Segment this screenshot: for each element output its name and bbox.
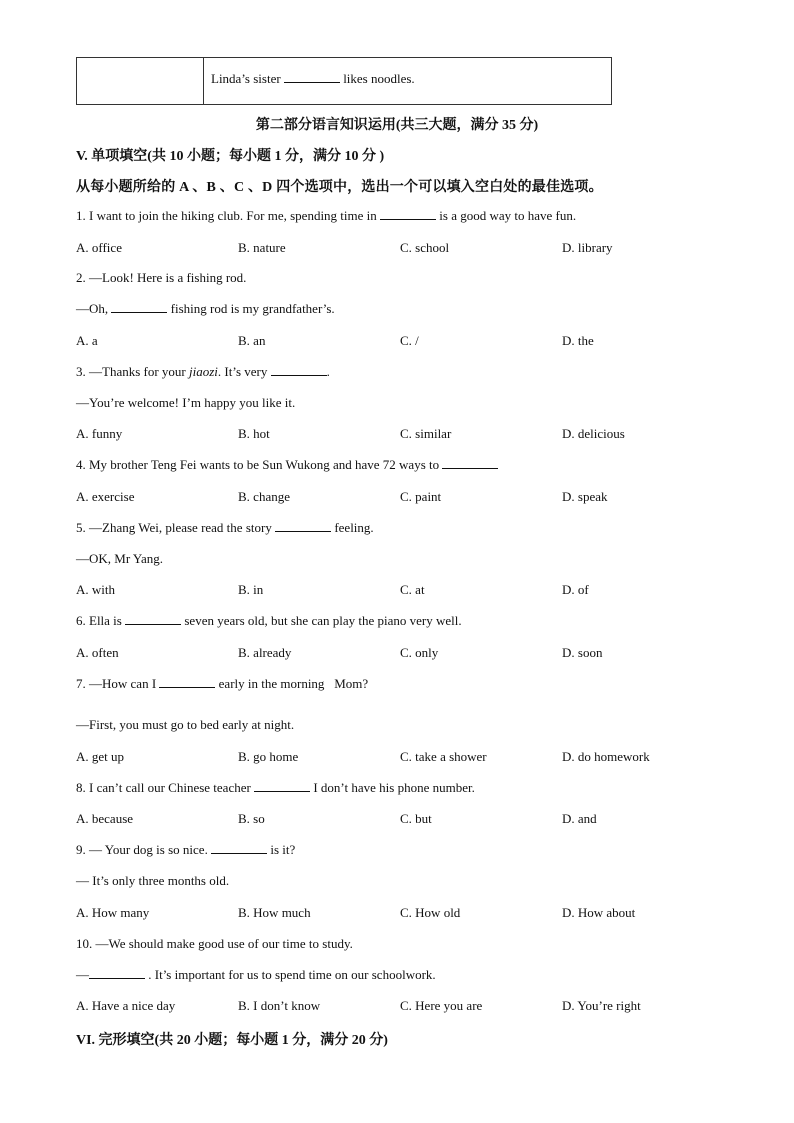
q10-option-d[interactable]: D. You’re right	[562, 998, 641, 1013]
blank-line	[89, 968, 145, 979]
q7-stem-line1	[76, 676, 368, 692]
q4-text-a: 4. My brother Teng Fei wants to be Sun Wukong and have 72 ways to	[76, 457, 443, 472]
q3-text-a: 3. —Thanks for your	[76, 364, 190, 379]
q5-option-a[interactable]: A. with	[76, 582, 115, 597]
q9-text-b: is it?	[270, 842, 296, 857]
q6-option-d[interactable]: D. soon	[562, 645, 603, 660]
q1-text-b: is a good way to have fun.	[439, 208, 577, 223]
q9-options	[76, 905, 696, 923]
table-text-before: Linda’s sister	[211, 71, 281, 86]
q6-text-a: 6. Ella is	[76, 613, 126, 628]
q7-options	[76, 749, 696, 767]
section-5-title: V. 单项填空(共 10 小题；每小题 1 分，满分 10 分 )	[76, 149, 385, 164]
table-text-after: likes noodles.	[343, 71, 415, 86]
q1-option-b[interactable]: B. nature	[238, 240, 286, 255]
q8-option-a[interactable]: A. because	[76, 811, 134, 826]
q8-option-b[interactable]: B. so	[238, 811, 265, 826]
q8-options	[76, 811, 696, 829]
q8-text-a: 8. I can’t call our Chinese teacher	[76, 780, 255, 795]
q5-option-c[interactable]: C. at	[400, 582, 425, 597]
q2-text-a: 2. —Look! Here is a fishing rod.	[76, 270, 247, 285]
q10-option-c[interactable]: C. Here you are	[400, 998, 483, 1013]
q3-text-d: —You’re welcome! I’m happy you like it.	[76, 395, 296, 410]
q7-text-b: early in the morning	[218, 676, 325, 691]
blank-line	[275, 521, 331, 532]
q9-text-a: 9. — Your dog is so nice.	[76, 842, 212, 857]
q3-options	[76, 426, 696, 444]
q10-option-a[interactable]: A. Have a nice day	[76, 998, 176, 1013]
q8-option-c[interactable]: C. but	[400, 811, 432, 826]
q10-option-b[interactable]: B. I don’t know	[238, 998, 321, 1013]
q3-option-b[interactable]: B. hot	[238, 426, 270, 441]
q2-options	[76, 333, 696, 351]
q9-option-d[interactable]: D. How about	[562, 905, 636, 920]
q9-stem-line2	[76, 873, 229, 889]
q5-stem-line2	[76, 551, 163, 567]
q10-stem-line2	[76, 967, 436, 983]
q3-option-a[interactable]: A. funny	[76, 426, 123, 441]
q2-option-d[interactable]: D. the	[562, 333, 594, 348]
q3-option-c[interactable]: C. similar	[400, 426, 452, 441]
blank-line	[111, 302, 167, 313]
q5-text-c: —OK, Mr Yang.	[76, 551, 164, 566]
blank-line	[380, 209, 436, 220]
q2-stem-line1	[76, 270, 246, 286]
q6-stem	[76, 613, 462, 629]
blank-line	[159, 677, 215, 688]
q1-options	[76, 240, 696, 258]
blank-line	[271, 365, 327, 376]
q7-text-c: Mom?	[334, 676, 369, 691]
section-5-instruction: 从每小题所给的 A 、B 、C 、D 四个选项中，选出一个可以填入空白处的最佳选项。	[76, 180, 603, 195]
q5-text-b: feeling.	[334, 520, 374, 535]
q3-text-c: .	[326, 364, 330, 379]
q9-stem-line1	[76, 842, 295, 858]
q5-options	[76, 582, 696, 600]
q7-option-c[interactable]: C. take a shower	[400, 749, 487, 764]
table-empty-cell	[77, 58, 204, 104]
q1-option-d[interactable]: D. library	[562, 240, 613, 255]
table-text-cell	[204, 58, 611, 104]
blank-line	[211, 843, 267, 854]
q4-option-d[interactable]: D. speak	[562, 489, 608, 504]
q4-options	[76, 489, 696, 507]
q5-option-b[interactable]: B. in	[238, 582, 264, 597]
q4-option-c[interactable]: C. paint	[400, 489, 442, 504]
answer-table-row	[76, 57, 612, 105]
q2-text-c: fishing rod is my grandfather’s.	[170, 301, 335, 316]
blank-line	[284, 72, 340, 83]
q10-text-b: —	[76, 967, 89, 982]
q1-text-a: 1. I want to join the hiking club. For me, spending time in	[76, 208, 381, 223]
q4-stem	[76, 457, 498, 473]
q8-text-b: I don’t have his phone number.	[313, 780, 475, 795]
q8-option-d[interactable]: D. and	[562, 811, 597, 826]
q3-text-b: . It’s very	[217, 364, 271, 379]
q1-stem	[76, 208, 576, 224]
q9-option-a[interactable]: A. How many	[76, 905, 150, 920]
q2-stem-line2	[76, 301, 335, 317]
section-6-title: VI. 完形填空(共 20 小题；每小题 1 分，满分 20 分)	[76, 1033, 388, 1048]
q2-text-b: —Oh,	[76, 301, 112, 316]
q3-option-d[interactable]: D. delicious	[562, 426, 625, 441]
q1-option-a[interactable]: A. office	[76, 240, 122, 255]
q6-option-a[interactable]: A. often	[76, 645, 119, 660]
q9-option-c[interactable]: C. How old	[400, 905, 461, 920]
q6-option-c[interactable]: C. only	[400, 645, 439, 660]
q4-option-b[interactable]: B. change	[238, 489, 290, 504]
q6-option-b[interactable]: B. already	[238, 645, 292, 660]
part-title: 第二部分语言知识运用(共三大题，满分 35 分)	[255, 118, 539, 133]
q6-text-b: seven years old, but she can play the piano very well.	[184, 613, 462, 628]
q6-options	[76, 645, 696, 663]
q5-stem-line1	[76, 520, 374, 536]
q8-stem	[76, 780, 475, 796]
blank-line	[254, 781, 310, 792]
q7-stem-line2	[76, 717, 294, 733]
q1-option-c[interactable]: C. school	[400, 240, 450, 255]
q10-stem-line1	[76, 936, 353, 952]
q10-options	[76, 998, 696, 1016]
q9-text-c: — It’s only three months old.	[76, 873, 230, 888]
q7-option-d[interactable]: D. do homework	[562, 749, 650, 764]
blank-line	[125, 614, 181, 625]
q9-option-b[interactable]: B. How much	[238, 905, 311, 920]
q10-text-c: . It’s important for us to spend time on our schoolwork.	[148, 967, 436, 982]
q5-text-a: 5. —Zhang Wei, please read the story	[76, 520, 276, 535]
q4-option-a[interactable]: A. exercise	[76, 489, 135, 504]
q3-stem-line1	[76, 364, 330, 380]
q7-option-b[interactable]: B. go home	[238, 749, 299, 764]
q10-text-a: 10. —We should make good use of our time to study.	[76, 936, 353, 951]
q7-option-a[interactable]: A. get up	[76, 749, 125, 764]
blank-line	[442, 458, 498, 469]
q3-text-italic: jiaozi	[189, 364, 218, 379]
q2-option-b[interactable]: B. an	[238, 333, 266, 348]
q7-text-a: 7. —How can I	[76, 676, 160, 691]
q5-option-d[interactable]: D. of	[562, 582, 589, 597]
q2-option-c[interactable]: C. /	[400, 333, 419, 348]
q7-text-d: —First, you must go to bed early at night.	[76, 717, 295, 732]
q3-stem-line2	[76, 395, 295, 411]
q2-option-a[interactable]: A. a	[76, 333, 98, 348]
